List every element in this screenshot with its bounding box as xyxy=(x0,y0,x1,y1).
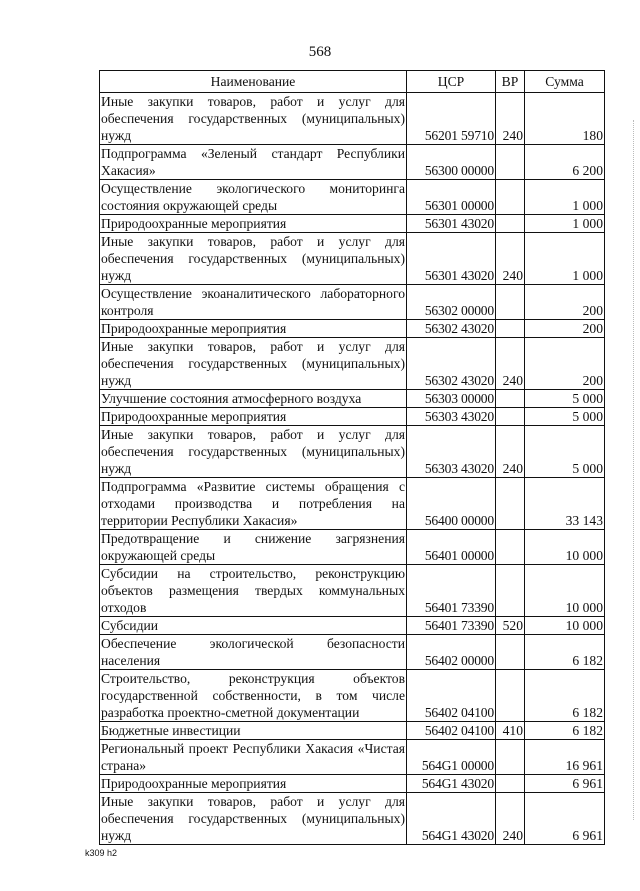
row-name: Предотвращение и снижение загрязнения окружающей среды xyxy=(101,531,405,563)
row-name: Осуществление экоаналитического лабораторного контроля xyxy=(101,286,405,318)
row-name: Подпрограмма «Зеленый стандарт Республики Хакасия» xyxy=(101,146,405,178)
row-csr: 564G1 43020 xyxy=(407,793,496,845)
row-name: Иные закупки товаров, работ и услуг для обеспечения государственных (муниципальных) нужд xyxy=(101,234,405,283)
row-vr xyxy=(496,408,525,426)
row-csr: 564G1 43020 xyxy=(407,775,496,793)
row-csr: 56303 43020 xyxy=(407,426,496,478)
row-vr xyxy=(496,635,525,670)
table-row xyxy=(100,722,605,740)
row-sum: 33 143 xyxy=(525,478,605,530)
row-vr xyxy=(496,478,525,530)
table-header-row xyxy=(100,71,605,93)
row-sum: 1 000 xyxy=(525,233,605,285)
row-name: Иные закупки товаров, работ и услуг для обеспечения государственных (муниципальных) нужд xyxy=(101,427,405,476)
row-sum: 6 961 xyxy=(525,775,605,793)
table-row xyxy=(100,338,605,390)
table-row xyxy=(100,285,605,320)
row-csr: 56401 00000 xyxy=(407,530,496,565)
row-vr xyxy=(496,215,525,233)
row-vr xyxy=(496,180,525,215)
row-vr xyxy=(496,775,525,793)
row-name: Субсидии xyxy=(100,617,407,635)
row-name: Иные закупки товаров, работ и услуг для обеспечения государственных (муниципальных) нужд xyxy=(101,339,405,388)
row-csr: 56301 00000 xyxy=(407,180,496,215)
row-vr: 240 xyxy=(496,793,525,845)
table-row xyxy=(100,145,605,180)
table-row xyxy=(100,775,605,793)
scan-edge-mark xyxy=(630,120,634,820)
header-vr: ВР xyxy=(496,71,525,93)
row-name: Обеспечение экологической безопасности населения xyxy=(101,636,405,668)
row-vr xyxy=(496,740,525,775)
row-sum: 200 xyxy=(525,285,605,320)
row-csr: 56303 43020 xyxy=(407,408,496,426)
row-csr: 56301 43020 xyxy=(407,233,496,285)
row-name: Подпрограмма «Развитие системы обращения с отходами производства и потребления на территории Республики Хакасия» xyxy=(101,479,405,528)
row-sum: 5 000 xyxy=(525,408,605,426)
table-row xyxy=(100,478,605,530)
page-number: 568 xyxy=(308,44,332,60)
row-sum: 10 000 xyxy=(525,530,605,565)
row-csr: 56302 43020 xyxy=(407,320,496,338)
row-name: Природоохранные мероприятия xyxy=(100,215,407,233)
row-csr: 56301 43020 xyxy=(407,215,496,233)
row-csr: 56401 73390 xyxy=(407,565,496,617)
table-row xyxy=(100,617,605,635)
row-vr: 520 xyxy=(496,617,525,635)
row-sum: 10 000 xyxy=(525,617,605,635)
row-name: Субсидии на строительство, реконструкцию объектов размещения твердых коммунальных отходов xyxy=(101,566,405,615)
table-row xyxy=(100,320,605,338)
row-vr: 240 xyxy=(496,233,525,285)
row-name: Бюджетные инвестиции xyxy=(100,722,407,740)
table-row xyxy=(100,426,605,478)
row-name: Природоохранные мероприятия xyxy=(100,408,407,426)
row-vr xyxy=(496,320,525,338)
row-sum: 10 000 xyxy=(525,565,605,617)
row-name: Строительство, реконструкция объектов государственной собственности, в том числе разработка проектно-сметной документации xyxy=(101,671,405,720)
row-sum: 6 182 xyxy=(525,670,605,722)
row-sum: 5 000 xyxy=(525,390,605,408)
row-name: Природоохранные мероприятия xyxy=(100,320,407,338)
row-csr: 56303 00000 xyxy=(407,390,496,408)
row-name: Региональный проект Республики Хакасия «Чистая страна» xyxy=(101,741,405,773)
row-sum: 200 xyxy=(525,338,605,390)
header-csr: ЦСР xyxy=(407,71,496,93)
row-vr xyxy=(496,285,525,320)
row-vr xyxy=(496,390,525,408)
table-row xyxy=(100,793,605,845)
row-sum: 180 xyxy=(525,93,605,145)
row-csr: 56201 59710 xyxy=(407,93,496,145)
row-csr: 56402 00000 xyxy=(407,635,496,670)
row-sum: 6 182 xyxy=(525,635,605,670)
row-csr: 56402 04100 xyxy=(407,722,496,740)
row-sum: 6 961 xyxy=(525,793,605,845)
row-vr: 240 xyxy=(496,426,525,478)
table-row xyxy=(100,530,605,565)
table-row xyxy=(100,635,605,670)
table-row xyxy=(100,408,605,426)
row-csr: 56302 00000 xyxy=(407,285,496,320)
table-row xyxy=(100,390,605,408)
row-csr: 56300 00000 xyxy=(407,145,496,180)
row-sum: 6 200 xyxy=(525,145,605,180)
row-vr xyxy=(496,145,525,180)
row-csr: 564G1 00000 xyxy=(407,740,496,775)
table-row xyxy=(100,180,605,215)
table-row xyxy=(100,740,605,775)
row-name: Улучшение состояния атмосферного воздуха xyxy=(100,390,407,408)
row-vr xyxy=(496,670,525,722)
row-sum: 200 xyxy=(525,320,605,338)
table-row xyxy=(100,93,605,145)
row-vr: 240 xyxy=(496,93,525,145)
row-csr: 56400 00000 xyxy=(407,478,496,530)
row-name: Природоохранные мероприятия xyxy=(100,775,407,793)
row-csr: 56402 04100 xyxy=(407,670,496,722)
row-vr xyxy=(496,530,525,565)
row-vr: 410 xyxy=(496,722,525,740)
table-row xyxy=(100,233,605,285)
row-sum: 5 000 xyxy=(525,426,605,478)
footer-code: k309 h2 xyxy=(85,848,118,858)
table-row xyxy=(100,215,605,233)
row-sum: 6 182 xyxy=(525,722,605,740)
row-csr: 56401 73390 xyxy=(407,617,496,635)
table-row xyxy=(100,565,605,617)
row-name: Осуществление экологического мониторинга состояния окружающей среды xyxy=(101,181,405,213)
row-name: Иные закупки товаров, работ и услуг для обеспечения государственных (муниципальных) нужд xyxy=(101,794,405,843)
row-sum: 1 000 xyxy=(525,215,605,233)
row-sum: 1 000 xyxy=(525,180,605,215)
header-name: Наименование xyxy=(100,71,407,93)
row-sum: 16 961 xyxy=(525,740,605,775)
row-csr: 56302 43020 xyxy=(407,338,496,390)
header-sum: Сумма xyxy=(525,71,605,93)
row-vr xyxy=(496,565,525,617)
row-vr: 240 xyxy=(496,338,525,390)
row-name: Иные закупки товаров, работ и услуг для обеспечения государственных (муниципальных) нужд xyxy=(101,94,405,143)
budget-table xyxy=(99,70,605,845)
table-row xyxy=(100,670,605,722)
